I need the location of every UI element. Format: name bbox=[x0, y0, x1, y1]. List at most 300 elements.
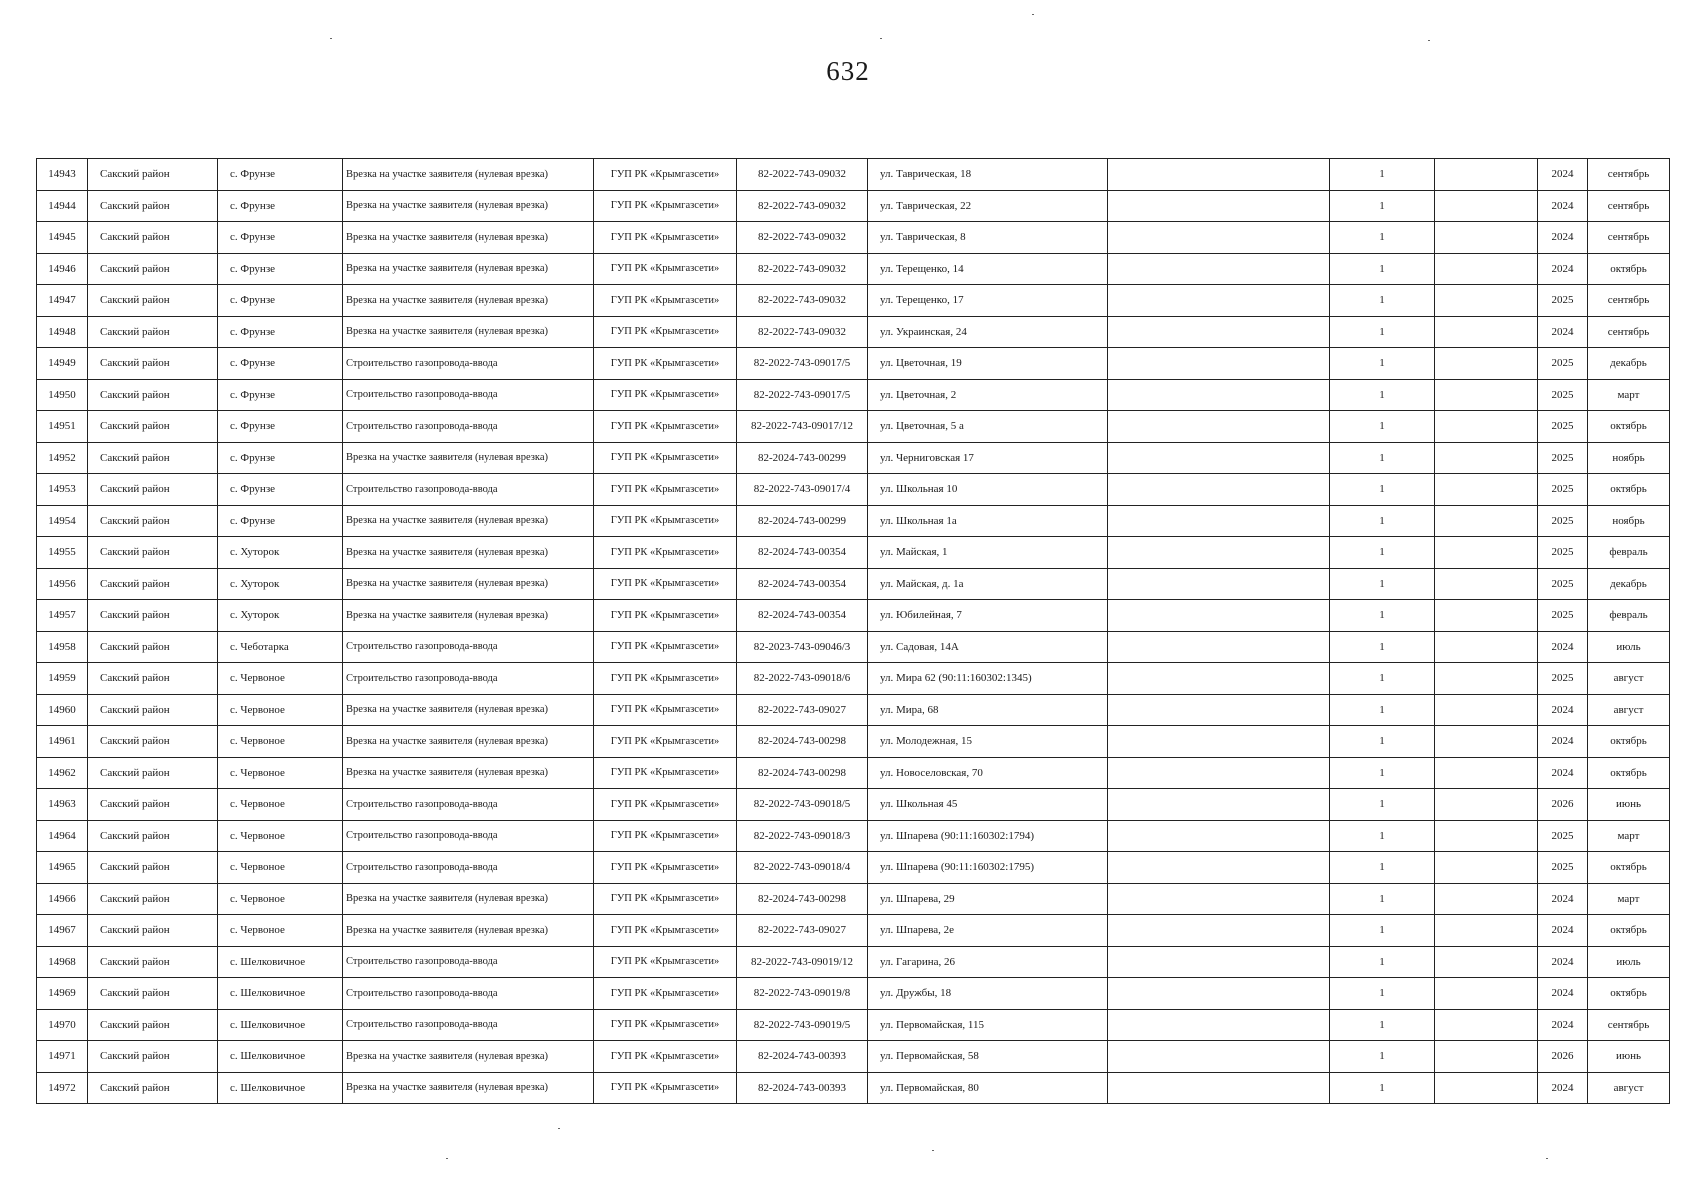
cell-number: 14966 bbox=[37, 883, 88, 915]
scan-speck bbox=[330, 38, 332, 39]
cell-organization: ГУП РК «Крымгазсети» bbox=[594, 1072, 737, 1104]
cell-village: с. Фрунзе bbox=[218, 285, 343, 317]
cell-number: 14960 bbox=[37, 694, 88, 726]
cell-code: 82-2022-743-09019/12 bbox=[737, 946, 868, 978]
cell-empty bbox=[1108, 474, 1330, 506]
cell-quantity: 1 bbox=[1330, 285, 1435, 317]
cell-code: 82-2022-743-09017/4 bbox=[737, 474, 868, 506]
cell-month: март bbox=[1588, 883, 1670, 915]
cell-address: ул. Терещенко, 14 bbox=[868, 253, 1108, 285]
cell-empty bbox=[1435, 883, 1538, 915]
cell-quantity: 1 bbox=[1330, 505, 1435, 537]
cell-village: с. Шелковичное bbox=[218, 1009, 343, 1041]
cell-empty bbox=[1108, 915, 1330, 947]
cell-organization: ГУП РК «Крымгазсети» bbox=[594, 663, 737, 695]
cell-organization: ГУП РК «Крымгазсети» bbox=[594, 190, 737, 222]
cell-year: 2025 bbox=[1538, 537, 1588, 569]
scan-speck bbox=[880, 38, 882, 39]
cell-quantity: 1 bbox=[1330, 883, 1435, 915]
cell-empty bbox=[1435, 1072, 1538, 1104]
table-row bbox=[37, 1072, 1670, 1104]
cell-number: 14956 bbox=[37, 568, 88, 600]
cell-address: ул. Таврическая, 22 bbox=[868, 190, 1108, 222]
cell-address: ул. Школьная 1а bbox=[868, 505, 1108, 537]
cell-empty bbox=[1108, 253, 1330, 285]
cell-quantity: 1 bbox=[1330, 537, 1435, 569]
cell-empty bbox=[1435, 789, 1538, 821]
cell-empty bbox=[1108, 883, 1330, 915]
cell-district: Сакский район bbox=[88, 883, 218, 915]
cell-address: ул. Школьная 10 bbox=[868, 474, 1108, 506]
cell-quantity: 1 bbox=[1330, 789, 1435, 821]
cell-organization: ГУП РК «Крымгазсети» bbox=[594, 411, 737, 443]
cell-village: с. Фрунзе bbox=[218, 253, 343, 285]
cell-organization: ГУП РК «Крымгазсети» bbox=[594, 1041, 737, 1073]
cell-village: с. Червоное bbox=[218, 883, 343, 915]
cell-organization: ГУП РК «Крымгазсети» bbox=[594, 757, 737, 789]
cell-empty bbox=[1108, 631, 1330, 663]
cell-work-type: Врезка на участке заявителя (нулевая врезка) bbox=[343, 757, 594, 789]
cell-organization: ГУП РК «Крымгазсети» bbox=[594, 915, 737, 947]
cell-organization: ГУП РК «Крымгазсети» bbox=[594, 631, 737, 663]
cell-address: ул. Шпарева (90:11:160302:1795) bbox=[868, 852, 1108, 884]
cell-village: с. Хуторок bbox=[218, 568, 343, 600]
cell-number: 14969 bbox=[37, 978, 88, 1010]
cell-month: март bbox=[1588, 379, 1670, 411]
cell-empty bbox=[1435, 757, 1538, 789]
cell-address: ул. Мира, 68 bbox=[868, 694, 1108, 726]
cell-work-type: Врезка на участке заявителя (нулевая врезка) bbox=[343, 568, 594, 600]
cell-village: с. Чеботарка bbox=[218, 631, 343, 663]
cell-empty bbox=[1108, 820, 1330, 852]
cell-address: ул. Цветочная, 5 а bbox=[868, 411, 1108, 443]
cell-district: Сакский район bbox=[88, 757, 218, 789]
cell-address: ул. Первомайская, 58 bbox=[868, 1041, 1108, 1073]
cell-month: октябрь bbox=[1588, 978, 1670, 1010]
cell-district: Сакский район bbox=[88, 852, 218, 884]
cell-work-type: Врезка на участке заявителя (нулевая врезка) bbox=[343, 505, 594, 537]
cell-district: Сакский район bbox=[88, 411, 218, 443]
cell-number: 14945 bbox=[37, 222, 88, 254]
cell-quantity: 1 bbox=[1330, 726, 1435, 758]
cell-number: 14957 bbox=[37, 600, 88, 632]
cell-number: 14963 bbox=[37, 789, 88, 821]
cell-year: 2025 bbox=[1538, 348, 1588, 380]
cell-year: 2024 bbox=[1538, 222, 1588, 254]
cell-empty bbox=[1108, 379, 1330, 411]
cell-district: Сакский район bbox=[88, 568, 218, 600]
cell-empty bbox=[1435, 474, 1538, 506]
cell-quantity: 1 bbox=[1330, 852, 1435, 884]
scan-speck bbox=[558, 1128, 560, 1129]
cell-work-type: Врезка на участке заявителя (нулевая врезка) bbox=[343, 316, 594, 348]
cell-code: 82-2022-743-09018/3 bbox=[737, 820, 868, 852]
cell-village: с. Червоное bbox=[218, 915, 343, 947]
cell-empty bbox=[1108, 348, 1330, 380]
cell-code: 82-2022-743-09032 bbox=[737, 285, 868, 317]
cell-empty bbox=[1435, 442, 1538, 474]
scan-speck bbox=[446, 1158, 448, 1159]
data-table bbox=[36, 158, 1670, 1104]
cell-empty bbox=[1435, 694, 1538, 726]
cell-year: 2026 bbox=[1538, 1041, 1588, 1073]
cell-quantity: 1 bbox=[1330, 694, 1435, 726]
cell-number: 14964 bbox=[37, 820, 88, 852]
cell-work-type: Строительство газопровода-ввода bbox=[343, 820, 594, 852]
cell-organization: ГУП РК «Крымгазсети» bbox=[594, 159, 737, 191]
cell-code: 82-2024-743-00393 bbox=[737, 1072, 868, 1104]
cell-number: 14972 bbox=[37, 1072, 88, 1104]
cell-year: 2024 bbox=[1538, 159, 1588, 191]
cell-month: октябрь bbox=[1588, 852, 1670, 884]
cell-village: с. Фрунзе bbox=[218, 348, 343, 380]
cell-organization: ГУП РК «Крымгазсети» bbox=[594, 442, 737, 474]
cell-empty bbox=[1108, 285, 1330, 317]
cell-village: с. Червоное bbox=[218, 820, 343, 852]
cell-code: 82-2024-743-00354 bbox=[737, 600, 868, 632]
cell-village: с. Червоное bbox=[218, 852, 343, 884]
cell-district: Сакский район bbox=[88, 159, 218, 191]
cell-quantity: 1 bbox=[1330, 222, 1435, 254]
cell-code: 82-2022-743-09027 bbox=[737, 694, 868, 726]
cell-empty bbox=[1435, 1041, 1538, 1073]
cell-work-type: Врезка на участке заявителя (нулевая врезка) bbox=[343, 253, 594, 285]
cell-year: 2024 bbox=[1538, 1009, 1588, 1041]
cell-quantity: 1 bbox=[1330, 915, 1435, 947]
cell-quantity: 1 bbox=[1330, 663, 1435, 695]
cell-empty bbox=[1108, 600, 1330, 632]
cell-month: сентябрь bbox=[1588, 316, 1670, 348]
cell-empty bbox=[1108, 726, 1330, 758]
cell-empty bbox=[1108, 316, 1330, 348]
cell-month: декабрь bbox=[1588, 568, 1670, 600]
cell-code: 82-2022-743-09019/8 bbox=[737, 978, 868, 1010]
cell-village: с. Фрунзе bbox=[218, 411, 343, 443]
cell-organization: ГУП РК «Крымгазсети» bbox=[594, 348, 737, 380]
cell-month: сентябрь bbox=[1588, 159, 1670, 191]
cell-quantity: 1 bbox=[1330, 348, 1435, 380]
cell-district: Сакский район bbox=[88, 946, 218, 978]
cell-number: 14968 bbox=[37, 946, 88, 978]
cell-year: 2024 bbox=[1538, 694, 1588, 726]
cell-year: 2025 bbox=[1538, 852, 1588, 884]
cell-year: 2025 bbox=[1538, 505, 1588, 537]
cell-empty bbox=[1435, 253, 1538, 285]
cell-empty bbox=[1435, 600, 1538, 632]
cell-quantity: 1 bbox=[1330, 159, 1435, 191]
cell-month: март bbox=[1588, 820, 1670, 852]
cell-work-type: Врезка на участке заявителя (нулевая врезка) bbox=[343, 190, 594, 222]
cell-empty bbox=[1108, 159, 1330, 191]
table-row bbox=[37, 1041, 1670, 1073]
cell-organization: ГУП РК «Крымгазсети» bbox=[594, 726, 737, 758]
cell-village: с. Шелковичное bbox=[218, 1072, 343, 1104]
cell-district: Сакский район bbox=[88, 694, 218, 726]
cell-district: Сакский район bbox=[88, 379, 218, 411]
cell-year: 2024 bbox=[1538, 915, 1588, 947]
cell-empty bbox=[1435, 915, 1538, 947]
cell-number: 14965 bbox=[37, 852, 88, 884]
cell-quantity: 1 bbox=[1330, 253, 1435, 285]
cell-code: 82-2022-743-09032 bbox=[737, 190, 868, 222]
cell-code: 82-2022-743-09018/6 bbox=[737, 663, 868, 695]
cell-work-type: Врезка на участке заявителя (нулевая врезка) bbox=[343, 600, 594, 632]
cell-code: 82-2022-743-09017/5 bbox=[737, 348, 868, 380]
cell-empty bbox=[1108, 789, 1330, 821]
table-row bbox=[37, 474, 1670, 506]
table-row bbox=[37, 978, 1670, 1010]
cell-district: Сакский район bbox=[88, 600, 218, 632]
cell-village: с. Фрунзе bbox=[218, 379, 343, 411]
cell-empty bbox=[1435, 568, 1538, 600]
cell-year: 2025 bbox=[1538, 379, 1588, 411]
cell-organization: ГУП РК «Крымгазсети» bbox=[594, 253, 737, 285]
cell-year: 2024 bbox=[1538, 883, 1588, 915]
cell-village: с. Червоное bbox=[218, 789, 343, 821]
cell-address: ул. Майская, 1 bbox=[868, 537, 1108, 569]
cell-work-type: Строительство газопровода-ввода bbox=[343, 631, 594, 663]
table-row bbox=[37, 316, 1670, 348]
cell-quantity: 1 bbox=[1330, 1009, 1435, 1041]
cell-work-type: Врезка на участке заявителя (нулевая врезка) bbox=[343, 222, 594, 254]
cell-year: 2024 bbox=[1538, 946, 1588, 978]
cell-village: с. Фрунзе bbox=[218, 505, 343, 537]
table-row bbox=[37, 568, 1670, 600]
cell-code: 82-2022-743-09018/4 bbox=[737, 852, 868, 884]
cell-work-type: Врезка на участке заявителя (нулевая врезка) bbox=[343, 883, 594, 915]
table-row bbox=[37, 946, 1670, 978]
page-number: 632 bbox=[826, 56, 870, 86]
cell-address: ул. Таврическая, 18 bbox=[868, 159, 1108, 191]
cell-district: Сакский район bbox=[88, 726, 218, 758]
cell-quantity: 1 bbox=[1330, 1072, 1435, 1104]
cell-code: 82-2024-743-00393 bbox=[737, 1041, 868, 1073]
cell-number: 14943 bbox=[37, 159, 88, 191]
cell-organization: ГУП РК «Крымгазсети» bbox=[594, 694, 737, 726]
cell-district: Сакский район bbox=[88, 631, 218, 663]
cell-quantity: 1 bbox=[1330, 600, 1435, 632]
cell-district: Сакский район bbox=[88, 820, 218, 852]
cell-year: 2025 bbox=[1538, 663, 1588, 695]
cell-number: 14970 bbox=[37, 1009, 88, 1041]
cell-empty bbox=[1435, 820, 1538, 852]
cell-month: август bbox=[1588, 663, 1670, 695]
cell-empty bbox=[1108, 505, 1330, 537]
cell-village: с. Фрунзе bbox=[218, 316, 343, 348]
cell-number: 14955 bbox=[37, 537, 88, 569]
table-row bbox=[37, 190, 1670, 222]
cell-village: с. Шелковичное bbox=[218, 946, 343, 978]
cell-address: ул. Украинская, 24 bbox=[868, 316, 1108, 348]
cell-district: Сакский район bbox=[88, 663, 218, 695]
cell-code: 82-2024-743-00354 bbox=[737, 537, 868, 569]
cell-village: с. Червоное bbox=[218, 726, 343, 758]
table-row bbox=[37, 285, 1670, 317]
cell-organization: ГУП РК «Крымгазсети» bbox=[594, 537, 737, 569]
cell-district: Сакский район bbox=[88, 190, 218, 222]
cell-year: 2024 bbox=[1538, 726, 1588, 758]
cell-address: ул. Шпарева (90:11:160302:1794) bbox=[868, 820, 1108, 852]
cell-organization: ГУП РК «Крымгазсети» bbox=[594, 820, 737, 852]
cell-address: ул. Молодежная, 15 bbox=[868, 726, 1108, 758]
cell-work-type: Врезка на участке заявителя (нулевая врезка) bbox=[343, 694, 594, 726]
cell-district: Сакский район bbox=[88, 222, 218, 254]
cell-year: 2026 bbox=[1538, 789, 1588, 821]
table-row bbox=[37, 915, 1670, 947]
cell-district: Сакский район bbox=[88, 1009, 218, 1041]
cell-month: октябрь bbox=[1588, 253, 1670, 285]
cell-quantity: 1 bbox=[1330, 190, 1435, 222]
cell-organization: ГУП РК «Крымгазсети» bbox=[594, 505, 737, 537]
cell-number: 14967 bbox=[37, 915, 88, 947]
cell-work-type: Врезка на участке заявителя (нулевая врезка) bbox=[343, 1041, 594, 1073]
cell-organization: ГУП РК «Крымгазсети» bbox=[594, 379, 737, 411]
cell-address: ул. Цветочная, 19 bbox=[868, 348, 1108, 380]
table-row bbox=[37, 222, 1670, 254]
table-row bbox=[37, 253, 1670, 285]
cell-organization: ГУП РК «Крымгазсети» bbox=[594, 568, 737, 600]
cell-village: с. Шелковичное bbox=[218, 978, 343, 1010]
cell-address: ул. Садовая, 14А bbox=[868, 631, 1108, 663]
cell-year: 2024 bbox=[1538, 757, 1588, 789]
table-row bbox=[37, 883, 1670, 915]
table-row bbox=[37, 348, 1670, 380]
cell-empty bbox=[1435, 978, 1538, 1010]
cell-year: 2024 bbox=[1538, 1072, 1588, 1104]
table-row bbox=[37, 820, 1670, 852]
table-row bbox=[37, 852, 1670, 884]
cell-year: 2025 bbox=[1538, 442, 1588, 474]
cell-empty bbox=[1435, 411, 1538, 443]
cell-address: ул. Мира 62 (90:11:160302:1345) bbox=[868, 663, 1108, 695]
cell-empty bbox=[1435, 285, 1538, 317]
cell-year: 2025 bbox=[1538, 285, 1588, 317]
cell-code: 82-2022-743-09032 bbox=[737, 316, 868, 348]
cell-code: 82-2022-743-09032 bbox=[737, 159, 868, 191]
cell-district: Сакский район bbox=[88, 316, 218, 348]
cell-quantity: 1 bbox=[1330, 568, 1435, 600]
cell-district: Сакский район bbox=[88, 978, 218, 1010]
cell-empty bbox=[1435, 159, 1538, 191]
cell-quantity: 1 bbox=[1330, 474, 1435, 506]
cell-empty bbox=[1108, 190, 1330, 222]
cell-month: июнь bbox=[1588, 1041, 1670, 1073]
cell-number: 14947 bbox=[37, 285, 88, 317]
cell-village: с. Червоное bbox=[218, 663, 343, 695]
cell-code: 82-2022-743-09019/5 bbox=[737, 1009, 868, 1041]
cell-organization: ГУП РК «Крымгазсети» bbox=[594, 600, 737, 632]
cell-work-type: Врезка на участке заявителя (нулевая врезка) bbox=[343, 442, 594, 474]
cell-work-type: Строительство газопровода-ввода bbox=[343, 1009, 594, 1041]
cell-village: с. Фрунзе bbox=[218, 442, 343, 474]
cell-empty bbox=[1435, 537, 1538, 569]
cell-quantity: 1 bbox=[1330, 379, 1435, 411]
cell-work-type: Строительство газопровода-ввода bbox=[343, 379, 594, 411]
cell-empty bbox=[1108, 1072, 1330, 1104]
cell-month: июнь bbox=[1588, 789, 1670, 821]
table-row bbox=[37, 600, 1670, 632]
cell-code: 82-2024-743-00298 bbox=[737, 757, 868, 789]
cell-month: сентябрь bbox=[1588, 1009, 1670, 1041]
cell-empty bbox=[1108, 1009, 1330, 1041]
table-row bbox=[37, 159, 1670, 191]
cell-work-type: Строительство газопровода-ввода bbox=[343, 946, 594, 978]
cell-quantity: 1 bbox=[1330, 757, 1435, 789]
cell-work-type: Строительство газопровода-ввода bbox=[343, 852, 594, 884]
cell-empty bbox=[1108, 694, 1330, 726]
table-row bbox=[37, 789, 1670, 821]
cell-address: ул. Черниговская 17 bbox=[868, 442, 1108, 474]
cell-village: с. Хуторок bbox=[218, 600, 343, 632]
cell-address: ул. Новоселовская, 70 bbox=[868, 757, 1108, 789]
cell-empty bbox=[1108, 442, 1330, 474]
cell-empty bbox=[1108, 222, 1330, 254]
cell-month: август bbox=[1588, 1072, 1670, 1104]
cell-organization: ГУП РК «Крымгазсети» bbox=[594, 222, 737, 254]
cell-work-type: Врезка на участке заявителя (нулевая врезка) bbox=[343, 726, 594, 758]
cell-empty bbox=[1108, 411, 1330, 443]
cell-month: февраль bbox=[1588, 600, 1670, 632]
cell-number: 14962 bbox=[37, 757, 88, 789]
cell-address: ул. Первомайская, 115 bbox=[868, 1009, 1108, 1041]
cell-village: с. Хуторок bbox=[218, 537, 343, 569]
cell-village: с. Фрунзе bbox=[218, 474, 343, 506]
cell-year: 2024 bbox=[1538, 631, 1588, 663]
cell-month: июль bbox=[1588, 946, 1670, 978]
cell-district: Сакский район bbox=[88, 348, 218, 380]
cell-month: июль bbox=[1588, 631, 1670, 663]
cell-empty bbox=[1108, 537, 1330, 569]
cell-district: Сакский район bbox=[88, 442, 218, 474]
cell-code: 82-2024-743-00298 bbox=[737, 883, 868, 915]
cell-code: 82-2022-743-09017/12 bbox=[737, 411, 868, 443]
cell-quantity: 1 bbox=[1330, 946, 1435, 978]
cell-work-type: Врезка на участке заявителя (нулевая врезка) bbox=[343, 285, 594, 317]
cell-empty bbox=[1435, 348, 1538, 380]
cell-work-type: Врезка на участке заявителя (нулевая врезка) bbox=[343, 537, 594, 569]
cell-village: с. Шелковичное bbox=[218, 1041, 343, 1073]
cell-month: октябрь bbox=[1588, 474, 1670, 506]
cell-district: Сакский район bbox=[88, 915, 218, 947]
scan-speck bbox=[1546, 1158, 1548, 1159]
cell-empty bbox=[1435, 631, 1538, 663]
cell-empty bbox=[1108, 568, 1330, 600]
cell-district: Сакский район bbox=[88, 1072, 218, 1104]
cell-code: 82-2022-743-09032 bbox=[737, 222, 868, 254]
cell-year: 2024 bbox=[1538, 190, 1588, 222]
cell-address: ул. Цветочная, 2 bbox=[868, 379, 1108, 411]
cell-code: 82-2022-743-09018/5 bbox=[737, 789, 868, 821]
cell-month: август bbox=[1588, 694, 1670, 726]
cell-organization: ГУП РК «Крымгазсети» bbox=[594, 789, 737, 821]
cell-district: Сакский район bbox=[88, 474, 218, 506]
cell-organization: ГУП РК «Крымгазсети» bbox=[594, 316, 737, 348]
cell-number: 14961 bbox=[37, 726, 88, 758]
cell-organization: ГУП РК «Крымгазсети» bbox=[594, 1009, 737, 1041]
cell-village: с. Червоное bbox=[218, 757, 343, 789]
cell-empty bbox=[1108, 757, 1330, 789]
cell-organization: ГУП РК «Крымгазсети» bbox=[594, 883, 737, 915]
cell-number: 14949 bbox=[37, 348, 88, 380]
cell-address: ул. Майская, д. 1а bbox=[868, 568, 1108, 600]
cell-code: 82-2024-743-00299 bbox=[737, 442, 868, 474]
cell-work-type: Строительство газопровода-ввода bbox=[343, 411, 594, 443]
cell-work-type: Строительство газопровода-ввода bbox=[343, 978, 594, 1010]
cell-organization: ГУП РК «Крымгазсети» bbox=[594, 474, 737, 506]
cell-code: 82-2023-743-09046/3 bbox=[737, 631, 868, 663]
cell-code: 82-2022-743-09032 bbox=[737, 253, 868, 285]
cell-code: 82-2024-743-00299 bbox=[737, 505, 868, 537]
